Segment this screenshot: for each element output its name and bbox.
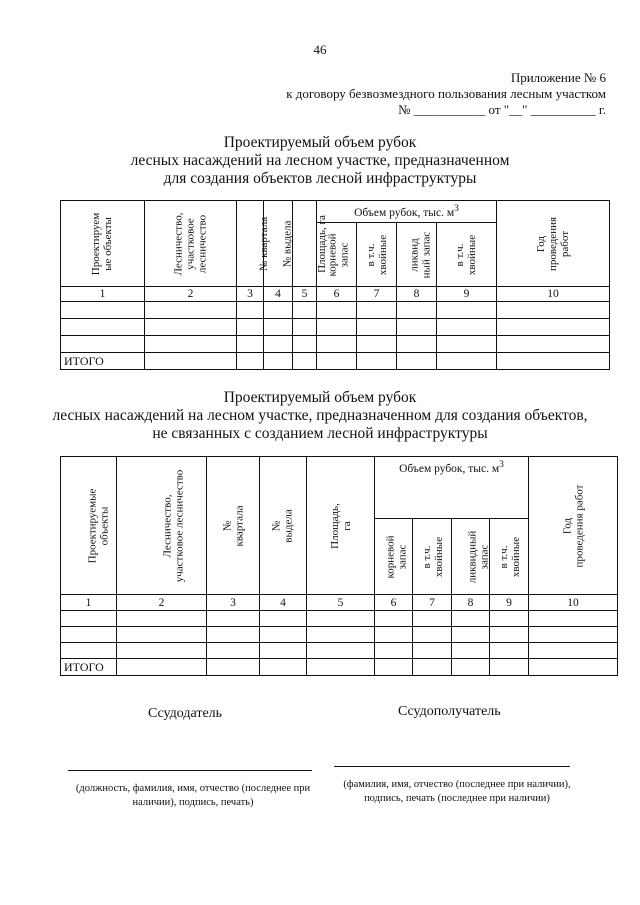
t1-num-4: 4 [264, 287, 293, 302]
page-number: 46 [313, 42, 327, 57]
lender-title: Ссудодатель [148, 706, 223, 721]
t1-header-kvartal: № квартала [237, 201, 264, 287]
t2-header-objects: Проектируемые объекты [61, 457, 117, 595]
t2-num-4: 4 [260, 595, 307, 611]
borrower-signature-line [334, 766, 570, 767]
table-row [61, 611, 618, 627]
t1-num-7: 7 [357, 287, 397, 302]
t2-num-2: 2 [117, 595, 207, 611]
t2-total-row [61, 659, 618, 676]
lender-signature-line [68, 770, 312, 771]
t2-num-6: 6 [375, 595, 413, 611]
t2-header-forestry: Лесничество, участковое лесничество [117, 457, 207, 595]
table-row [61, 336, 610, 353]
t2-num-9: 9 [490, 595, 529, 611]
t2-header-vydel: № выдела [260, 457, 307, 595]
table2 [60, 456, 618, 676]
table1 [60, 200, 610, 370]
table1-title-3: для создания объектов лесной инфраструктуры [163, 170, 477, 187]
t2-header-root: корневой запас [375, 519, 413, 595]
t2-num-1: 1 [61, 595, 117, 611]
t2-num-3: 3 [207, 595, 260, 611]
t1-header-year: Год проведения работ [497, 201, 610, 287]
t2-header-conif1: в т.ч. хвойные [413, 519, 452, 595]
appendix-line-2: к договору безвозмездного пользования лесным участком [286, 86, 606, 101]
t2-header-conif2: в т.ч. хвойные [490, 519, 529, 595]
table1-title-2: лесных насаждений на лесном участке, предназначенном [130, 152, 510, 169]
t1-header-forestry: Лесничество, участковое лесничество [145, 201, 237, 287]
t1-num-1: 1 [61, 287, 145, 302]
t2-num-8: 8 [452, 595, 490, 611]
t1-header-conif1: в т.ч. хвойные [357, 223, 397, 287]
table2-title-2: лесных насаждений на лесном участке, предназначенном для создания объектов, [52, 407, 588, 424]
t2-num-10: 10 [529, 595, 618, 611]
t2-header-volume: Объем рубок, тыс. $м^3$ [375, 457, 529, 519]
t2-header-area: Площадь, га [307, 457, 375, 595]
t1-num-10: 10 [497, 287, 610, 302]
table-row [61, 627, 618, 643]
t1-number-row [61, 287, 610, 302]
t1-total-row [61, 353, 610, 370]
t2-header-year: Год проведения работ [529, 457, 618, 595]
table-row [61, 319, 610, 336]
table2-title-1: Проектируемый объем рубок [223, 389, 417, 406]
t2-num-7: 7 [413, 595, 452, 611]
t1-header-area: Площадь, га [293, 201, 317, 287]
t1-header-liquid: ликвид ный запас [397, 223, 437, 287]
t2-header-liquid: ликвидный запас [452, 519, 490, 595]
table1-title-1: Проектируемый объем рубок [223, 134, 417, 151]
t1-header-root: корневой запас [317, 223, 357, 287]
appendix-line-1: Приложение № 6 [510, 70, 606, 85]
t2-num-5: 5 [307, 595, 375, 611]
lender-caption: (должность, фамилия, имя, отчество (последнее при наличии), подпись, печать) [75, 783, 311, 808]
t1-num-8: 8 [397, 287, 437, 302]
appendix-line-3: № ___________ от "__" __________ г. [398, 102, 606, 117]
t1-num-9: 9 [437, 287, 497, 302]
t1-header-conif2: в т.ч. хвойные [437, 223, 497, 287]
t1-num-3: 3 [237, 287, 264, 302]
borrower-caption: (фамилия, имя, отчество (последнее при наличии), подпись, печать (последнее при наличии) [343, 779, 571, 804]
table-row [61, 302, 610, 319]
t2-number-row [61, 595, 618, 611]
t1-num-6: 6 [317, 287, 357, 302]
t1-header-vydel: № выдела [264, 201, 293, 287]
t1-header-volume: Объем рубок, тыс. $м^3$ [317, 201, 497, 223]
t2-total-label: ИТОГО [61, 659, 117, 676]
t1-num-5: 5 [293, 287, 317, 302]
t1-num-2: 2 [145, 287, 237, 302]
t1-total-label: ИТОГО [61, 353, 145, 370]
borrower-title: Ссудополучатель [398, 704, 501, 719]
t2-header-kvartal: № квартала [207, 457, 260, 595]
table2-title-3: не связанных с созданием лесной инфраструктуры [152, 425, 488, 442]
t1-header-objects: Проектируем ые объекты [61, 201, 145, 287]
table-row [61, 643, 618, 659]
